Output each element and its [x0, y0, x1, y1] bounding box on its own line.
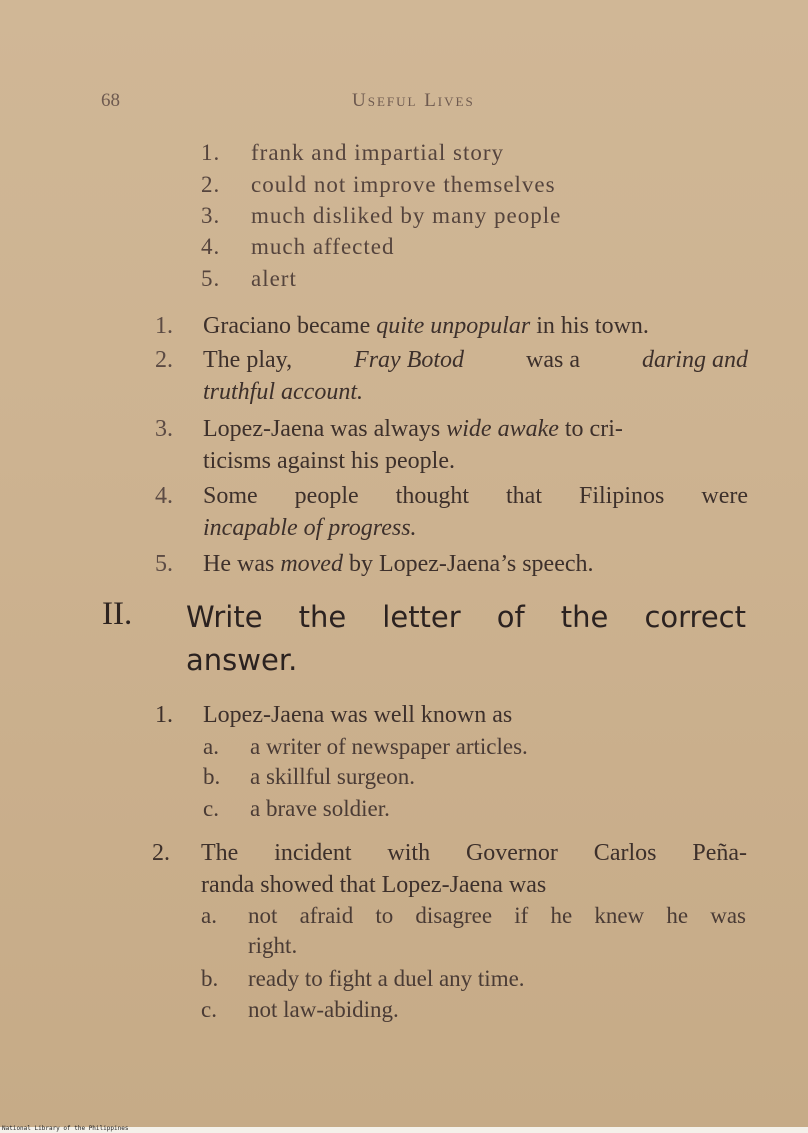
option-letter: a.: [201, 903, 217, 928]
italic-phrase: Fray Botod: [354, 347, 465, 373]
sentence-line: [203, 413, 623, 446]
running-title: Useful Lives: [352, 90, 475, 111]
sentence-number: 4.: [155, 483, 173, 509]
sentence-number: 3.: [155, 416, 173, 442]
option-letter: b.: [203, 764, 221, 789]
italic-phrase: truthful account: [203, 379, 357, 405]
section-title: Write the letter of the correct: [186, 600, 746, 634]
section-title-cont: answer.: [186, 643, 298, 677]
choice-text: much disliked by many people: [251, 203, 562, 228]
choice-text: frank and impartial story: [251, 140, 505, 165]
question-stem-cont: randa showed that Lopez-Jaena was: [201, 872, 547, 898]
italic-phrase: quite unpopular: [376, 313, 531, 339]
footer-strip: [0, 1127, 808, 1133]
sentence-line: [203, 512, 417, 545]
sentence-number: 2.: [155, 347, 173, 373]
option-text: a brave soldier.: [250, 796, 390, 821]
sentence-line: [203, 310, 649, 343]
choice-text: much affected: [251, 234, 395, 259]
page-number: 68: [101, 90, 120, 111]
option-letter: b.: [201, 966, 219, 991]
option-text: not law-abiding.: [248, 997, 399, 1022]
sentence-number: 5.: [155, 551, 173, 577]
section-number: II.: [102, 596, 133, 632]
sentence-line: [203, 548, 594, 581]
sentence-text: He was: [203, 551, 281, 577]
sentence-text: in his town.: [530, 313, 649, 339]
choice-number: 5.: [201, 266, 221, 291]
option-letter: a.: [203, 734, 219, 759]
sentence-line: ticisms against his people.: [203, 448, 455, 474]
italic-phrase: moved: [280, 551, 343, 577]
sentence-line: [203, 344, 748, 377]
option-text: not afraid to disagree if he knew he was: [248, 903, 746, 928]
italic-phrase: daring and: [641, 347, 748, 373]
sentence-line: [203, 376, 363, 409]
choice-text: could not improve themselves: [251, 172, 556, 197]
sentence-text: to cri-: [558, 416, 623, 442]
sentence-text: .: [410, 515, 417, 541]
choice-number: 4.: [201, 234, 221, 259]
choice-number: 2.: [201, 172, 221, 197]
library-credit: National Library of the Philippines: [2, 1125, 129, 1132]
sentence-text: was a: [526, 347, 580, 373]
italic-phrase: incapable of progress: [203, 515, 411, 541]
sentence-text: The play,: [203, 347, 293, 373]
option-text: a writer of newspaper articles.: [250, 734, 528, 759]
sentence-number: 1.: [155, 313, 173, 339]
question-stem: The incident with Governor Carlos Peña-: [201, 840, 747, 866]
sentence-text: .: [356, 379, 363, 405]
choice-number: 1.: [201, 140, 221, 165]
sentence-line: Some people thought that Filipinos were: [203, 483, 748, 509]
sentence-text: by Lopez-Jaena’s speech.: [342, 551, 594, 577]
option-letter: c.: [201, 997, 217, 1022]
option-text: a skillful surgeon.: [250, 764, 416, 789]
sentence-text: Lopez-Jaena was always: [203, 416, 447, 442]
choice-text: alert: [251, 266, 297, 291]
option-letter: c.: [203, 796, 219, 821]
choice-number: 3.: [201, 203, 221, 228]
question-number: 2.: [152, 840, 170, 866]
sentence-text: Graciano became: [203, 313, 377, 339]
italic-phrase: wide awake: [446, 416, 559, 442]
option-text-cont: right.: [248, 933, 298, 958]
question-stem: Lopez-Jaena was well known as: [203, 702, 513, 728]
option-text: ready to fight a duel any time.: [248, 966, 525, 991]
question-number: 1.: [155, 702, 173, 728]
